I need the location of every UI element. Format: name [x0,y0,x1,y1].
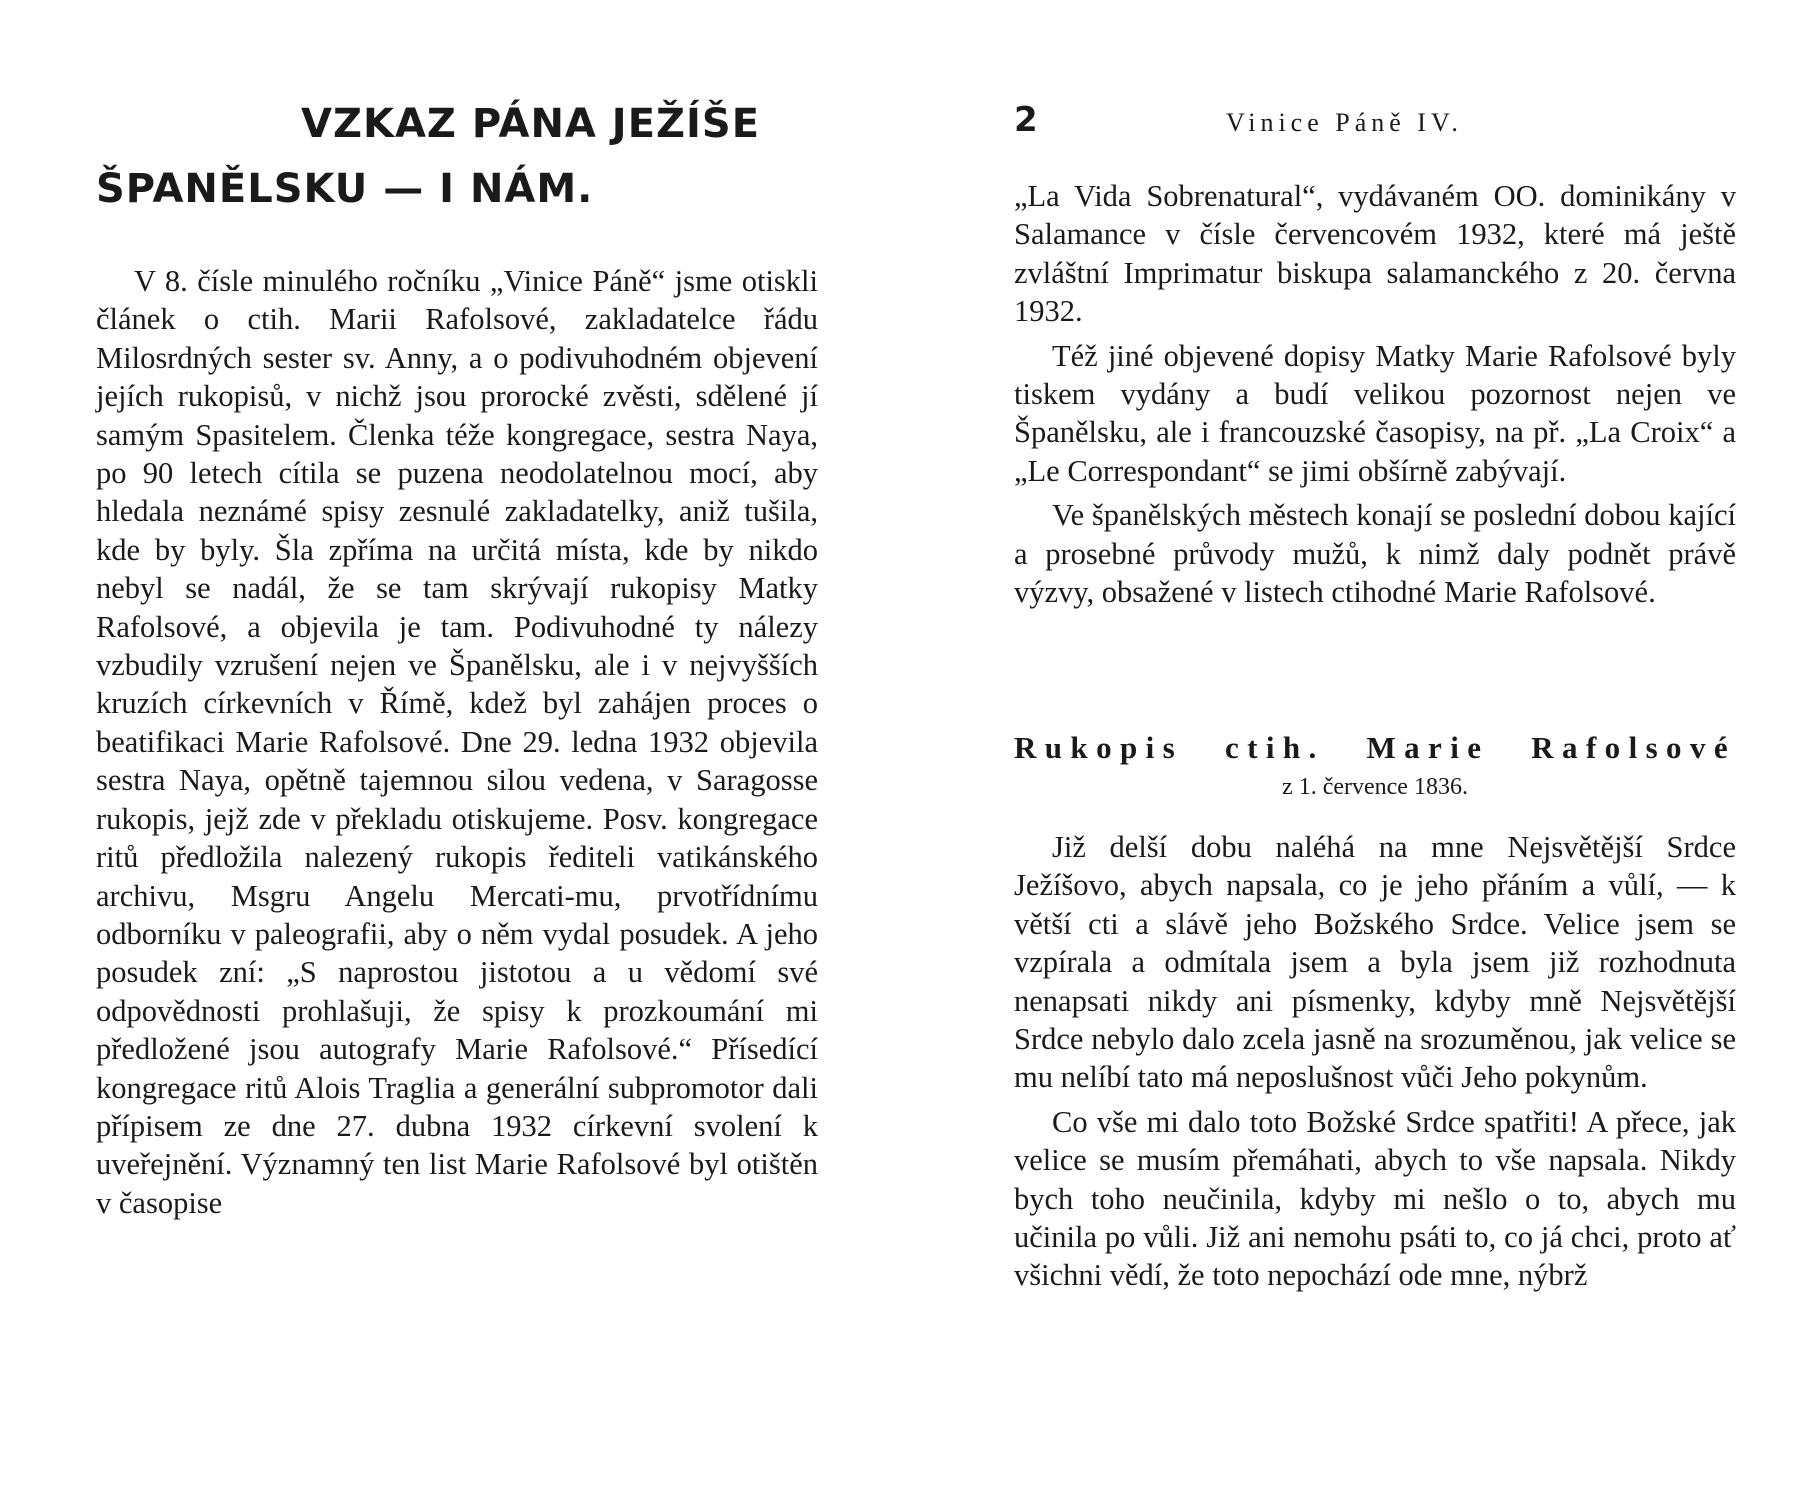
right-paragraph-1: „La Vida Sobrenatural“, vydávaném OO. dominikány v Salamance v čísle červencovém 1932, které má ještě zvláštní Imprimatur biskupa salamanckého z 20. června 1932. [1014,179,1736,329]
section-heading: Rukopis ctih. Marie Rafolsové [1014,730,1736,765]
article-title-line-2: ŠPANĚLSKU — I NÁM. [96,166,594,212]
right-paragraph-5: Co vše mi dalo toto Božské Srdce spatřiti! A přece, jak velice se musím přemáhati, abych to vše napsala. Nikdy bych toho neučinila, kdyby mi nešlo o to, abych mu učinila po vůli. Již ani nemohu psáti to, co já chci, proto ať všichni vědí, že toto nepochází ode mne, nýbrž [1014,1104,1736,1293]
left-paragraph: V 8. čísle minulého ročníku „Vinice Páně“ jsme otiskli článek o ctih. Marii Rafolsové, zakladatelce řádu Milosrdných sester sv. Anny, a o podivuhodném objevení jejích rukopisů, v nichž jsou prorocké zvěsti, sdělené jí samým Spasitelem. Členka téže kongregace, sestra Naya, po 90 letech cítila se puzena neodolatelnou mocí, aby hledala neznámé spisy zesnulé zakladatelky, aniž tušila, kde by byly. Šla zpříma na určitá místa, kde by nikdo nebyl se nadál, že se tam skrývají rukopisy Matky Rafolsové, a objevila je tam. Podivuhodné ty nálezy vzbudily vzrušení nejen ve Španělsku, ale i v nejvyšších kruzích církevních v Římě, kdež byl zahájen proces o beatifikaci Marie Rafolsové. Dne 29. ledna 1932 objevila sestra Naya, opětně tajemnou silou vedena, v Saragosse rukopis, jejž zde v překladu otiskujeme. Posv. kongregace ritů předložila nalezený rukopis řediteli vatikánského archivu, Msgru Angelu Mercati-mu, prvotřídnímu odborníku v paleografii, aby o něm vydal posudek. A jeho posudek zní: „S naprostou jistotou a u vědomí své odpovědnosti prohlašuji, že spisy k prozkoumání mi předložené jsou autografy Marie Rafolsové.“ Přísedící kongregace ritů Alois Traglia a generální subpromotor dali přípisem ze dne 27. dubna 1932 církevní svolení k uveřejnění. Významný ten list Marie Rafolsové byl otištěn v časopise [96,264,818,1220]
section-date: z 1. července 1836. [1282,774,1468,800]
page-number: 2 [1014,100,1038,140]
right-paragraph-2: Též jiné objevené dopisy Matky Marie Rafolsové byly tiskem vydány a budí velikou pozornost nejen ve Španělsku, ale i francouzské časopisy, na př. „La Croix“ a „Le Correspondant“ se jimi obšírně zabývají. [1014,338,1736,488]
right-paragraph-3: Ve španělských městech konají se poslední dobou kající a prosebné průvody mužů, k nimž daly podnět právě výzvy, obsažené v listech ctihodné Marie Rafolsové. [1014,498,1736,610]
intro-section [1014,177,1736,617]
left-page [96,0,818,1500]
right-paragraph-4: Již delší dobu naléhá na mne Nejsvětější Srdce Ježíšovo, abych napsala, co je jeho přáním a vůlí, — k větší cti a slávě jeho Božského Srdce. Velice jsem se vzpírala a odmítala jsem a byla jsem již rozhodnuta nenapsati nikdy ani písmenky, kdyby mně Nejsvětější Srdce nebylo dalo zcela jasně na srozuměnou, jak velice se mu nelíbí tato má neposlušnost vůči Jeho pokynům. [1014,830,1736,1095]
manuscript-section [1014,828,1736,1301]
article-title-line-1: VZKAZ PÁNA JEŽÍŠE [301,101,761,147]
right-page [1014,0,1736,1500]
running-title: Vinice Páně IV. [1226,108,1463,137]
